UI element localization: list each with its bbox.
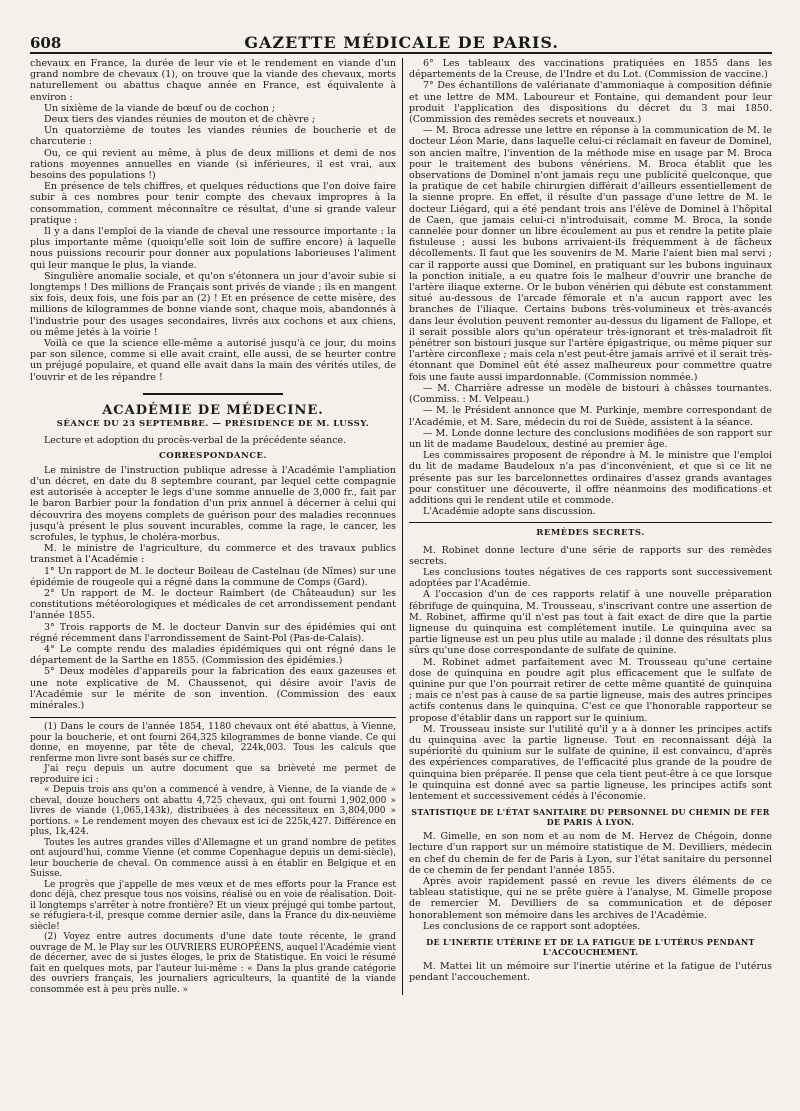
paragraph: Il y a dans l'emploi de la viande de cheval une ressource importante : la plus importante même (quoiqu'elle soit loin de suffire encore) à laquelle nous puissions recourir pour donner aux populations laborieuses l'aliment qui leur manque le plus, la viande. [30,226,396,271]
paragraph: M. le ministre de l'agriculture, du commerce et des travaux publics transmet à l'Académie : [30,543,396,566]
remedes-heading: REMÈDES SECRETS. [536,528,645,539]
paragraph: 2° Un rapport de M. le docteur Raimbert (de Châteaudun) sur les constitutions météorologiques et médicales de cet arrondissement pendant l'année 1855. [30,587,396,622]
paragraph: Les commissaires proposent de répondre à M. le ministre que l'emploi du lit de madame Baudeloux n'a pas d'inconvénient, et que si ce lit ne présente pas sur les barcelonnettes ordinaires d'assez grands avantages pour constituer une découverte, il offre néanmoins des modifications et additions qui le rendent utile et commode. [409,450,772,506]
footnote: Toutes les autres grandes villes d'Allemagne et un grand nombre de petites ont aujourd'hui, comme Vienne (et comme Copenhague depuis un demi-siècle), leur boucherie de cheval. On commence aussi à en établir en Belgique et en Suisse. [30,837,396,880]
left-column [30,58,402,995]
columns [30,58,772,995]
paragraph: — M. Broca adresse une lettre en réponse à la communication de M. le docteur Léon Marie, dans laquelle celui-ci réclamait en faveur de Dominel, son ancien maître, l'invention de la méthode mise en usage par M. Broca pour le traitement des bubons vénériens. M. Broca établit que les observations de Dominel n'ont jamais reçu une publicité quelconque, que la pratique de cet habile chirurgien différait d'ailleurs essentiellement de la sienne propre. En effet, il résulte d'un passage d'une lettre de M. le docteur Liégard, qui a été pendant trois ans l'élève de Dominel à l'hôpital de Caen, que jamais celui-ci n'introduisait, comme M. Broca, la sonde cannelée pour donner un libre écoulement au pus et rendre la petite plaie fistuleuse ; aussi les bubons arrivaient-ils fréquemment à de fâcheux décollements. Il faut que les souvenirs de M. Marie l'aient bien mal servi ; car il rapporte aussi que Dominel, en pratiquant sur les bubons inguinaux la ponction initiale, a eu quatre fois le malheur d'ouvrir une branche de l'artère iliaque externe. Or le bubon vénérien qui débute est constamment situé au-dessous de l'arcade fémorale et n'a aucun rapport avec les branches de l'iliaque. Certains bubons très-volumineux et très-avancés dans leur évolution peuvent remonter au-dessus du ligament de Fallope, et il serait possible alors qu'un opérateur très-ignorant et très-maladroit fît pénétrer son bistouri jusque sur l'artère épigastrique, ou même piquer sur l'artère circonflexe ; mais cela n'est peut-être jamais arrivé et il serait très-étonnant que Dominel eût été assez malheureux pour commettre quatre fois une faute aussi impardonnable. (Commission nommée.) [409,125,772,383]
footnote: (2) Voyez entre autres documents d'une date toute récente, le grand ouvrage de M. le Play sur les OUVRIERS EUROPÉENS, auquel l'Académie vient de décerner, avec de si justes éloges, le prix de Statistique. En voici le résumé fait en quelques mots, par l'auteur lui-même : « Dans la plus grande catégorie des ouvriers français, les journaliers agriculteurs, la quantité de la viande consommée est à peu près nulle. » [30,932,396,995]
paragraph: M. Mattei lit un mémoire sur l'inertie utérine et la fatigue de l'utérus pendant l'accouchement. [409,961,772,984]
paragraph: M. Robinet donne lecture d'une série de rapports sur des remèdes secrets. [409,544,772,567]
paragraph: En présence de tels chiffres, et quelques réductions que l'on doive faire subir à ces nombres pour tenir compte des chevaux impropres à la consommation, comment méconnaître ce résultat, d'une si grande valeur pratique : [30,181,396,226]
paragraph: — M. le Président annonce que M. Purkinje, membre correspondant de l'Académie, et M. Sare, médecin du roi de Suède, assistent à la séance. [409,405,772,428]
paragraph: 6° Les tableaux des vaccinations pratiquées en 1855 dans les départements de la Creuse, de l'Indre et du Lot. (Commission de vaccine.) [409,58,772,81]
seance-heading: SÉANCE DU 23 SEPTEMBRE. — PRÉSIDENCE DE M. LUSSY. [56,419,370,430]
section-rule [409,522,772,523]
inertie-heading: DE L'INERTIE UTÉRINE ET DE LA FATIGUE DE L'UTÉRUS PENDANT L'ACCOUCHEMENT. [426,937,755,958]
paragraph: Le ministre de l'instruction publique adresse à l'Académie l'ampliation d'un décret, en date du 8 septembre courant, par lequel cette compagnie est autorisée à accepter le legs d'une somme annuelle de 3,000 fr., fait par le baron Barbier pour la fondation d'un prix annuel à décerner à celui qui découvrira des moyens complets de guérison pour des maladies reconnues jusqu'à présent le plus souvent incurables, comme la rage, le cancer, les scrofules, le typhus, le choléra-morbus. [30,464,396,543]
paragraph: 1° Un rapport de M. le docteur Boileau de Castelnau (de Nîmes) sur une épidémie de rougeole qui a régné dans la commune de Comps (Gard). [30,565,396,588]
paragraph: L'Académie adopte sans discussion. [423,506,596,518]
section-rule [143,393,283,395]
paragraph: 4° Le compte rendu des maladies épidémiques qui ont régné dans le département de la Sarthe en 1855. (Commission des épidémies.) [30,643,396,667]
page-header [30,28,772,54]
statistique-heading: STATISTIQUE DE L'ÉTAT SANITAIRE DU PERSONNEL DU CHEMIN DE FER DE PARIS À LYON. [411,807,770,828]
paragraph: M. Robinet admet parfaitement avec M. Trousseau qu'une certaine dose de quinquina en poudre agit plus efficacement que le sulfate de quinine pur que l'on pourrait retirer de cette même quantité de quinquina ; mais ce n'est pas à cause de sa partie ligneuse, mais des autres principes actifs contenus dans le quinquina. C'est ce que l'honorable rapporteur se propose d'établir dans un rapport sur le quinium. [409,656,772,724]
page-number: 608 [30,34,62,52]
paragraph: Voilà ce que la science elle-même a autorisé jusqu'à ce jour, du moins par son silence, comme si elle avait craint, elle aussi, de se heurter contre un préjugé populaire, et quand elle avait dans la main des vérités utiles, de l'ouvrir et de les répandre ! [30,338,396,383]
right-column [402,58,772,995]
paragraph: Lecture et adoption du procès-verbal de la précédente séance. [44,435,347,447]
paragraph: Un quatorzième de toutes les viandes réunies de boucherie et de charcuterie : [30,125,396,148]
footnote: (1) Dans le cours de l'année 1854, 1180 chevaux ont été abattus, à Vienne, pour la boucherie, et ont fourni 264,325 kilogrammes de bonne viande. Ce qui donne, en moyenne, par tête de cheval, 224k,003. Tous les calculs que renferme mon livre sont basés sur ce chiffre. [30,722,396,764]
paragraph: Singulière anomalie sociale, et qu'on s'étonnera un jour d'avoir subie si longtemps ! Des millions de Français sont privés de viande ; ils en mangent six fois, deux fois, une fois par an (2) ! Et en présence de cette misère, des millions de kilogrammes de bonne viande sont, chaque mois, abandonnés à l'industrie pour des usages secondaires, livrés aux cochons et aux chiens, ou même jetés à la voirie ! [30,270,396,338]
paragraph: Les conclusions toutes négatives de ces rapports sont successivement adoptées par l'Académie. [409,566,772,590]
paragraph: M. Gimelle, en son nom et au nom de M. Hervez de Chégoin, donne lecture d'un rapport sur un mémoire statistique de M. Devilliers, médecin en chef du chemin de fer de Paris à Lyon, sur l'état sanitaire du personnel de ce chemin de fer pendant l'année 1855. [409,831,772,876]
paragraph: Ou, ce qui revient au même, à plus de deux millions et demi de nos rations moyennes annuelles en viande (si inférieures, il est vrai, aux besoins des populations !) [30,147,396,182]
paragraph: 5° Deux modèles d'appareils pour la fabrication des eaux gazeuses et une note explicative de M. Chaussenot, qui désire avoir l'avis de l'Académie sur le mérite de son invention. (Commission des eaux minérales.) [30,666,396,711]
footnote: « Depuis trois ans qu'on a commencé à vendre, à Vienne, de la viande de » cheval, douze bouchers ont abattu 4,725 chevaux, qui ont fourni 1,902,000 » livres de viande (1,065,143k), distribuées à des nécessiteux en 3,804,000 » portions. » Le rendement moyen des chevaux est ici de 225k,427. Différence en plus, 1k,424. [30,785,396,838]
paragraph: Deux tiers des viandes réunies de mouton et de chèvre ; [44,114,316,126]
paragraph: — M. Charrière adresse un modèle de bistouri à châsses tournantes. (Commiss. : M. Velpeau.) [409,382,772,406]
paragraph: A l'occasion d'un de ces rapports relatif à une nouvelle préparation fébrifuge de quinquina, M. Trousseau, s'inscrivant contre une assertion de M. Robinet, affirme qu'il n'est pas tout à fait exact de dire que la partie ligneuse du quinquina est complétement inutile. Le quinquina avec sa partie ligneuse est un peu plus utile au malade ; il donne des résultats plus sûrs qu'une dose correspondante de sulfate de quinine. [409,589,772,657]
paragraph: Un sixième de la viande de bœuf ou de cochon ; [44,102,276,114]
footnote: Le progrès que j'appelle de mes vœux et de mes efforts pour la France est donc déjà, chez presque tous nos voisins, réalisé ou en voie de réalisation. Doit-il longtemps s'arrêter à notre frontière? Et un vieux préjugé qui tombe partout, se réfugiera-t-il, presque comme dernier asile, dans la France du dix-neuvième siècle! [30,879,396,932]
paragraph: — M. Londe donne lecture des conclusions modifiées de son rapport sur un lit de madame Baudeloux, destiné au premier âge. [409,427,772,450]
correspondance-heading: CORRESPONDANCE. [159,450,267,461]
footnote: J'ai reçu depuis un autre document que sa brièveté me permet de reproduire ici : [30,764,396,785]
paragraph: chevaux en France, la durée de leur vie et le rendement en viande d'un grand nombre de chevaux (1), on trouve que la viande des chevaux, morts naturellement ou abattus chaque année en France, est équivalente à environ : [30,58,396,103]
paragraph: M. Trousseau insiste sur l'utilité qu'il y a à donner les principes actifs du quinquina avec la partie ligneuse. Tout en reconnaissant déjà la supériorité du quinium sur le sulfate de quinine, il est convaincu, d'après des expériences comparatives, de l'efficacité plus grande de la poudre de quinquina bien préparée. Il pense que cela tient peut-être à ce que lorsque le quinquina est donné avec sa partie ligneuse, les principes actifs sont lentement et successivement cédés à l'économie. [409,723,772,802]
paragraph: 7° Des échantillons de valérianate d'ammoniaque à composition définie et une lettre de MM. Laboureur et Fontaine, qui demandent pour leur produit l'application des dispositions du décret du 3 mai 1850. (Commission des remèdes secrets et nouveaux.) [409,80,772,126]
footnotes [30,717,396,995]
paragraph: Les conclusions de ce rapport sont adoptées. [423,920,641,932]
gazette-title: GAZETTE MÉDICALE DE PARIS. [244,33,559,52]
paragraph: Après avoir rapidement passé en revue les divers éléments de ce tableau statistique, qui ne se prête guère à l'analyse, M. Gimelle propose de remercier M. Devilliers de sa communication et de déposer honorablement son mémoire dans les archives de l'Académie. [409,876,772,921]
academie-title: ACADÉMIE DE MÉDECINE. [102,402,324,418]
paragraph: 3° Trois rapports de M. le docteur Danvin sur des épidémies qui ont régné récemment dans l'arrondissement de Saint-Pol (Pas-de-Calais). [30,621,396,644]
